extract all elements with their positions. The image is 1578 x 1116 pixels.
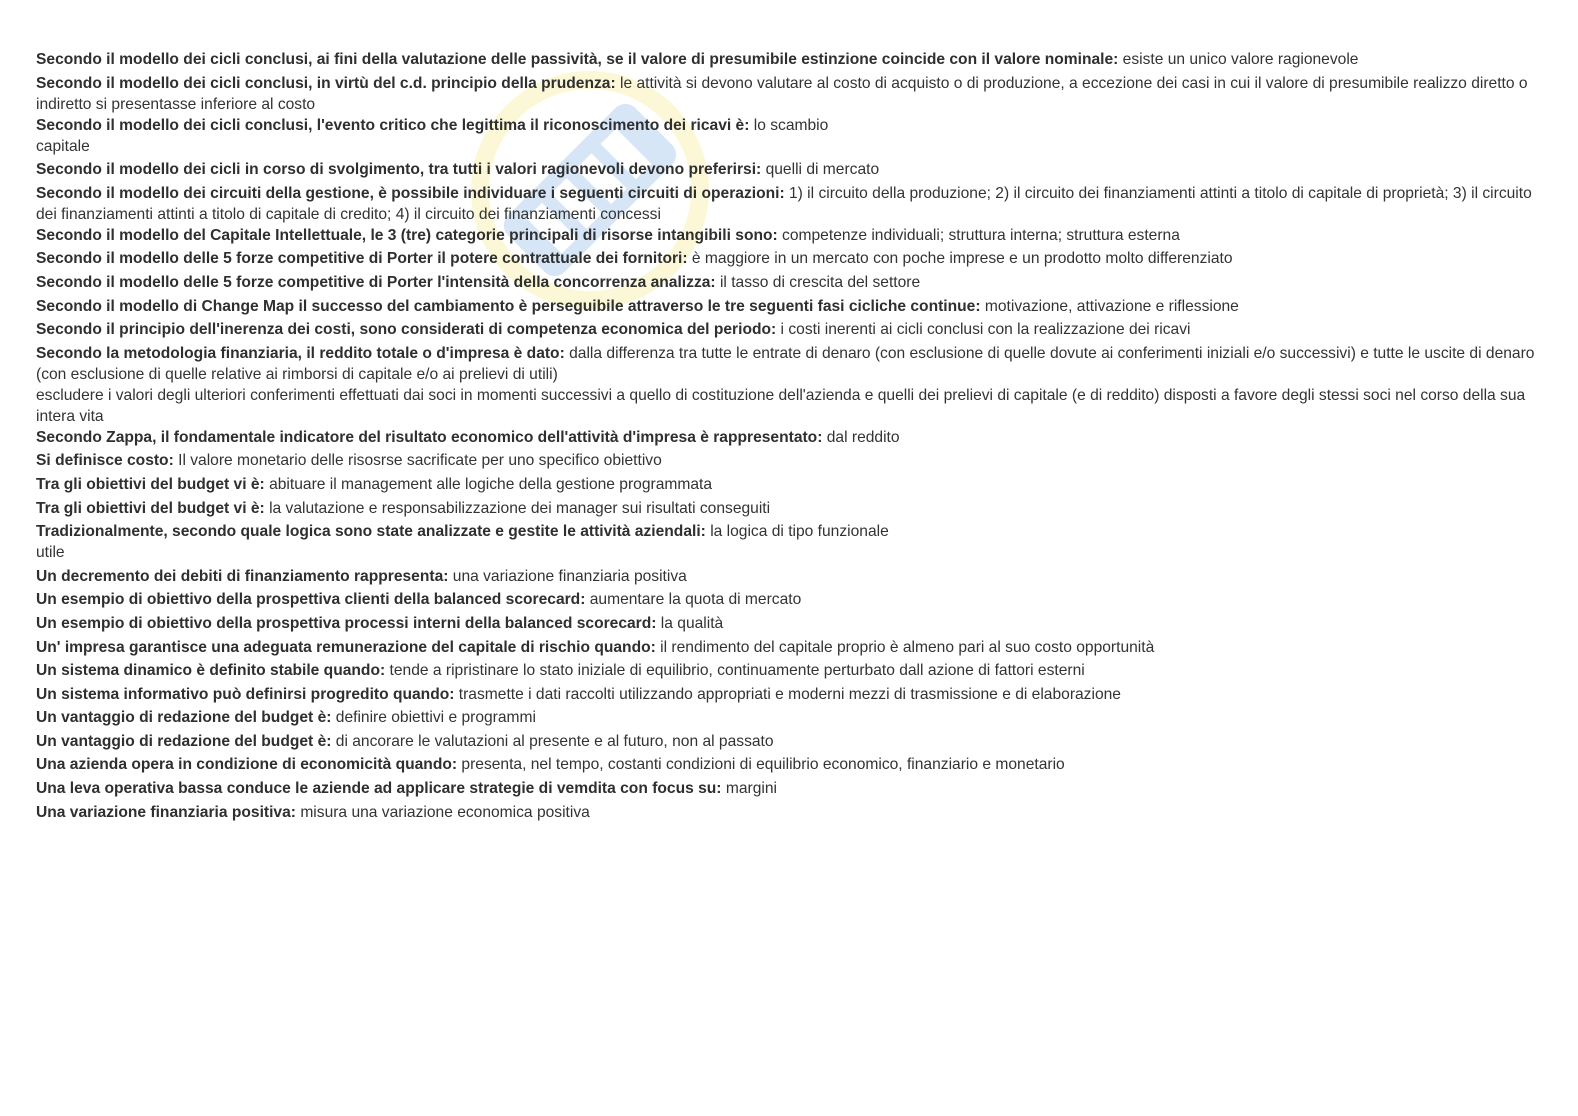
qa-entry-17 xyxy=(36,521,1546,542)
qa-entry-20 xyxy=(36,589,1546,610)
answer-1: le attività si devono valutare al costo di acquisto o di produzione, a eccezione dei casi in cui il valore di presumibile realizzo diretto o indiretto si presentasse inferiore al costo xyxy=(36,74,1528,113)
question-6: Secondo il modello del Capitale Intellettuale, le 3 (tre) categorie principali di risorse intangibili sono: xyxy=(36,226,778,244)
answer-25: definire obiettivi e programmi xyxy=(331,709,536,727)
qa-entry-11 xyxy=(36,343,1546,385)
question-15: Tra gli obiettivi del budget vi è: xyxy=(36,475,265,493)
document-page xyxy=(36,49,1546,825)
answer-21: la qualità xyxy=(656,614,724,632)
qa-entry-22 xyxy=(36,637,1546,658)
answer-29: misura una variazione economica positiva xyxy=(295,803,590,821)
answer-27: presenta, nel tempo, costanti condizioni di equilibrio economico, finanziario e monetario xyxy=(457,756,1065,774)
qa-entry-0 xyxy=(36,49,1546,70)
question-22: Un' impresa garantisce una adeguata remunerazione del capitale di rischio quando: xyxy=(36,638,656,656)
question-28: Una leva operativa bassa conduce le aziende ad applicare strategie di vemdita con focus su: xyxy=(36,780,722,798)
question-8: Secondo il modello delle 5 forze competitive di Porter l'intensità della concorrenza analizza: xyxy=(36,273,716,291)
qa-entry-6 xyxy=(36,225,1546,246)
answer-8: il tasso di crescita del settore xyxy=(715,273,921,291)
qa-entry-21 xyxy=(36,613,1546,634)
question-21: Un esempio di obiettivo della prospettiva processi interni della balanced scorecard: xyxy=(36,614,657,632)
question-0: Secondo il modello dei cicli conclusi, ai fini della valutazione delle passività, se il valore di presumibile estinzione coincide con il valore nominale: xyxy=(36,51,1119,68)
qa-entry-25 xyxy=(36,707,1546,728)
qa-entry-14 xyxy=(36,450,1546,471)
qa-entry-19 xyxy=(36,566,1546,587)
question-9: Secondo il modello di Change Map il successo del cambiamento è perseguibile attraverso le tre seguenti fasi cicliche continue: xyxy=(36,297,981,315)
answer-17: la logica di tipo funzionale xyxy=(705,523,889,541)
text-fragment-18: utile xyxy=(36,544,65,562)
answer-4: quelli di mercato xyxy=(761,161,880,179)
question-11: Secondo la metodologia finanziaria, il reddito totale o d'impresa è dato: xyxy=(36,344,565,362)
question-14: Si definisce costo: xyxy=(36,452,174,470)
qa-entry-10 xyxy=(36,319,1546,340)
answer-0: esiste un unico valore ragionevole xyxy=(1118,51,1359,68)
qa-entry-27 xyxy=(36,754,1546,775)
question-7: Secondo il modello delle 5 forze competitive di Porter il potere contrattuale dei fornitori: xyxy=(36,250,688,268)
question-2: Secondo il modello dei cicli conclusi, l'evento critico che legittima il riconoscimento dei ricavi è: xyxy=(36,116,750,134)
question-19: Un decremento dei debiti di finanziamento rappresenta: xyxy=(36,567,449,585)
answer-10: i costi inerenti ai cicli conclusi con la realizzazione dei ricavi xyxy=(776,321,1191,339)
question-10: Secondo il principio dell'inerenza dei costi, sono considerati di competenza economica del periodo: xyxy=(36,321,777,339)
question-26: Un vantaggio di redazione del budget è: xyxy=(36,732,332,750)
qa-entry-7 xyxy=(36,248,1546,269)
qa-entry-2 xyxy=(36,115,1546,136)
question-1: Secondo il modello dei cicli conclusi, in virtù del c.d. principio della prudenza: xyxy=(36,74,616,92)
answer-22: il rendimento del capitale proprio è almeno pari al suo costo opportunità xyxy=(655,638,1155,656)
answer-16: la valutazione e responsabilizzazione dei manager sui risultati conseguiti xyxy=(264,499,771,517)
question-16: Tra gli obiettivi del budget vi è: xyxy=(36,499,265,517)
qa-entry-24 xyxy=(36,684,1546,705)
text-fragment-3: capitale xyxy=(36,137,90,155)
answer-13: dal reddito xyxy=(822,428,900,446)
text-fragment-12: escludere i valori degli ulteriori conferimenti effettuati dai soci in momenti successivi a quello di costituzione dell'azienda e quelli dei prelievi di capitale (e di reddito) disposti a favore degli stessi soci nel corso della sua intera vita xyxy=(36,386,1526,425)
answer-5: 1) il circuito della produzione; 2) il circuito dei finanziamenti attinti a titolo di capitale di proprietà; 3) il circuito dei finanziamenti attinti a titolo di capitale di credito; 4) il circuito dei finanziamenti concessi xyxy=(36,184,1532,223)
qa-entry-4 xyxy=(36,159,1546,180)
question-5: Secondo il modello dei circuiti della gestione, è possibile individuare i seguenti circuiti di operazioni: xyxy=(36,184,785,202)
answer-14: Il valore monetario delle risosrse sacrificate per uno specifico obiettivo xyxy=(173,452,662,470)
answer-24: trasmette i dati raccolti utilizzando appropriati e moderni mezzi di trasmissione e di elaborazione xyxy=(454,685,1121,703)
qa-entry-16 xyxy=(36,498,1546,519)
qa-entry-13 xyxy=(36,427,1546,448)
question-13: Secondo Zappa, il fondamentale indicatore del risultato economico dell'attività d'impresa è rappresentato: xyxy=(36,428,823,446)
question-23: Un sistema dinamico è definito stabile quando: xyxy=(36,662,386,680)
question-4: Secondo il modello dei cicli in corso di svolgimento, tra tutti i valori ragionevoli devono preferirsi: xyxy=(36,161,762,179)
answer-26: di ancorare le valutazioni al presente e al futuro, non al passato xyxy=(331,732,774,750)
answer-6: competenze individuali; struttura interna; struttura esterna xyxy=(777,226,1180,244)
question-27: Una azienda opera in condizione di economicità quando: xyxy=(36,756,458,774)
answer-20: aumentare la quota di mercato xyxy=(585,591,802,609)
answer-7: è maggiore in un mercato con poche imprese e un prodotto molto differenziato xyxy=(687,250,1233,268)
qa-entry-15 xyxy=(36,474,1546,495)
qa-entry-23 xyxy=(36,660,1546,681)
qa-entry-26 xyxy=(36,731,1546,752)
answer-23: tende a ripristinare lo stato iniziale di equilibrio, continuamente perturbato dall azione di fattori esterni xyxy=(385,662,1085,680)
question-24: Un sistema informativo può definirsi progredito quando: xyxy=(36,685,455,703)
qa-entry-1 xyxy=(36,73,1546,115)
question-25: Un vantaggio di redazione del budget è: xyxy=(36,709,332,727)
answer-28: margini xyxy=(721,780,777,798)
qa-entry-9 xyxy=(36,296,1546,317)
qa-entry-5 xyxy=(36,183,1546,225)
answer-11: dalla differenza tra tutte le entrate di denaro (con esclusione di quelle dovute ai conferimenti iniziali e/o successivi) e tutte le uscite di denaro (con esclusione di quelle relative ai rimborsi di capitale e/o ai prelievi di utili) xyxy=(36,344,1535,383)
question-20: Un esempio di obiettivo della prospettiva clienti della balanced scorecard: xyxy=(36,591,586,609)
qa-entry-28 xyxy=(36,778,1546,799)
answer-19: una variazione finanziaria positiva xyxy=(448,567,687,585)
qa-entry-8 xyxy=(36,272,1546,293)
answer-9: motivazione, attivazione e riflessione xyxy=(980,297,1239,315)
answer-15: abituare il management alle logiche della gestione programmata xyxy=(264,475,713,493)
answer-2: lo scambio xyxy=(749,116,829,134)
question-17: Tradizionalmente, secondo quale logica sono state analizzate e gestite le attività aziendali: xyxy=(36,523,706,541)
qa-entry-29 xyxy=(36,802,1546,823)
question-29: Una variazione finanziaria positiva: xyxy=(36,803,296,821)
